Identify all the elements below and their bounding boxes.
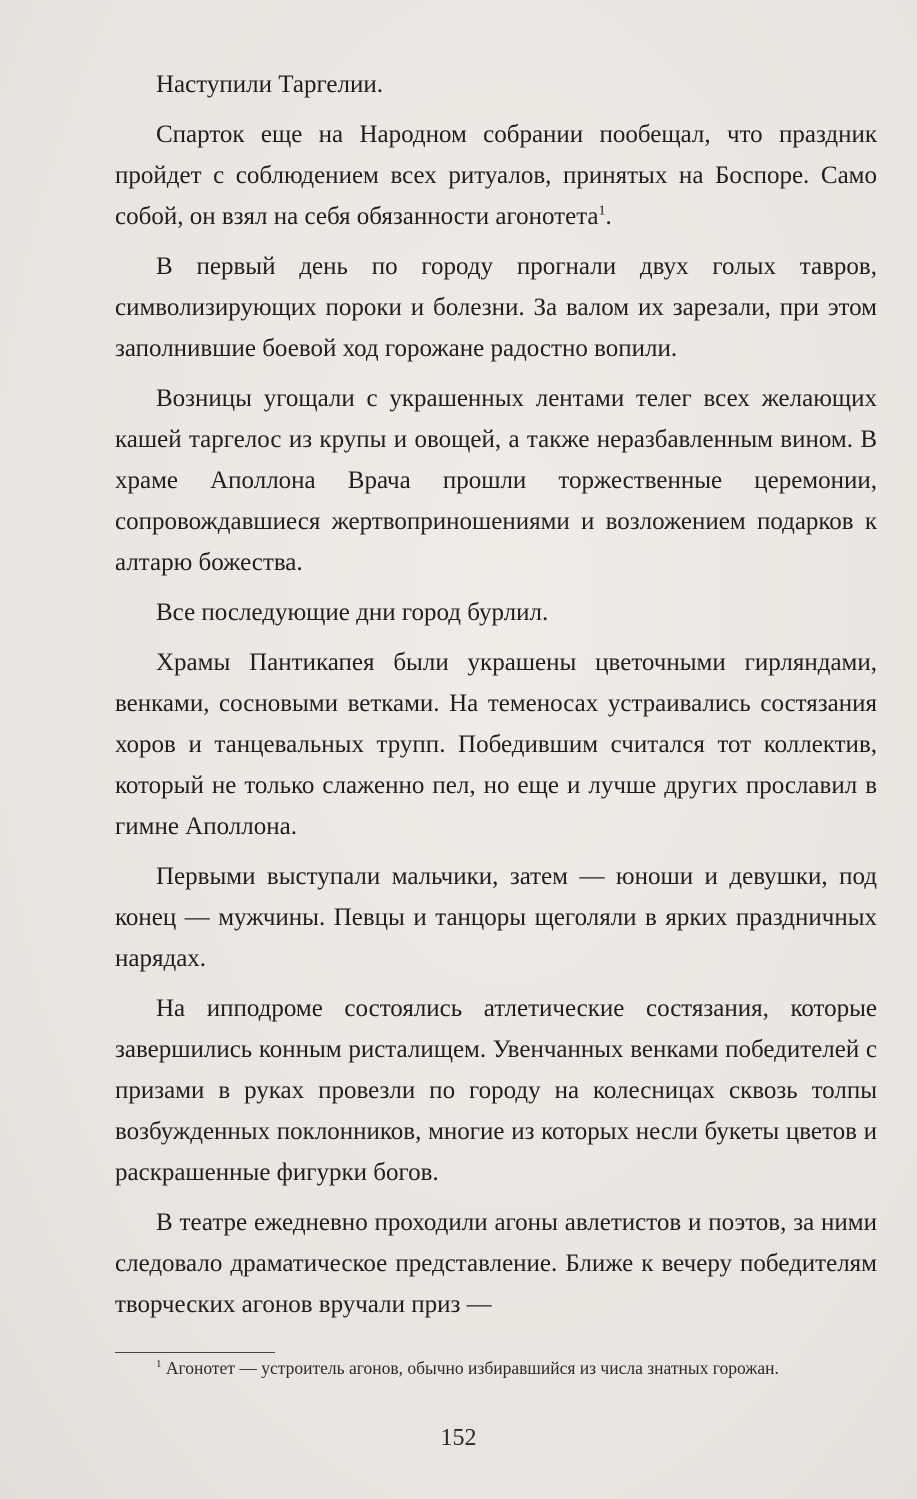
main-text bbox=[115, 64, 877, 1325]
paragraph bbox=[115, 114, 877, 237]
paragraph: Наступили Таргелии. bbox=[156, 71, 383, 98]
paragraph: В первый день по городу прогнали двух голых тавров, символизирующих пороки и болезни. За валом их зарезали, при этом заполнившие боевой ход горожане радостно вопили. bbox=[115, 253, 877, 362]
paragraph: Храмы Пантикапея были украшены цветочными гирляндами, венками, сосновыми ветками. На теменосах устраивались состязания хоров и танцевальных трупп. Победившим считался тот коллектив, который не только слаженно пел, но еще и лучше других прославил в гимне Аполлона. bbox=[115, 649, 877, 840]
paragraph: На ипподроме состоялись атлетические состязания, которые завершились конным ристалищем. Увенчанных венками победителей с призами в руках провезли по городу на колесницах сквозь толпы возбужденных поклонников, многие из которых несли букеты цветов и раскрашенные фигурки богов. bbox=[115, 995, 877, 1186]
paragraph: В театре ежедневно проходили агоны авлетистов и поэтов, за ними следовало драматическое представление. Ближе к вечеру победителям творческих агонов вручали приз — bbox=[115, 1209, 877, 1318]
paragraph: Возницы угощали с украшенных лентами телег всех желающих кашей таргелос из крупы и овощей, а также неразбавленным вином. В храме Аполлона Врача прошли торжественные церемонии, сопровождавшиеся жертвоприношениями и возложением подарков к алтарю божества. bbox=[115, 385, 877, 576]
footnote-divider bbox=[115, 1352, 275, 1353]
footnote-marker: 1 bbox=[156, 1358, 162, 1371]
footnote bbox=[115, 1356, 877, 1381]
footnote-text: Агонотет — устроитель агонов, обычно избиравшийся из числа знатных горожан. bbox=[161, 1358, 779, 1378]
page-number: 152 bbox=[440, 1425, 477, 1451]
footnote-reference: 1 bbox=[598, 203, 606, 219]
paragraph-text: Спарток еще на Народном собрании пообещал, что праздник пройдет с соблюдением всех ритуалов, принятых на Боспоре. Само собой, он взял на себя обязанности агонотета bbox=[115, 121, 877, 230]
paragraph: Все последующие дни город бурлил. bbox=[156, 599, 549, 626]
paragraph-tail: . bbox=[605, 203, 612, 230]
paragraph: Первыми выступали мальчики, затем — юноши и девушки, под конец — мужчины. Певцы и танцоры щеголяли в ярких праздничных нарядах. bbox=[115, 863, 877, 972]
